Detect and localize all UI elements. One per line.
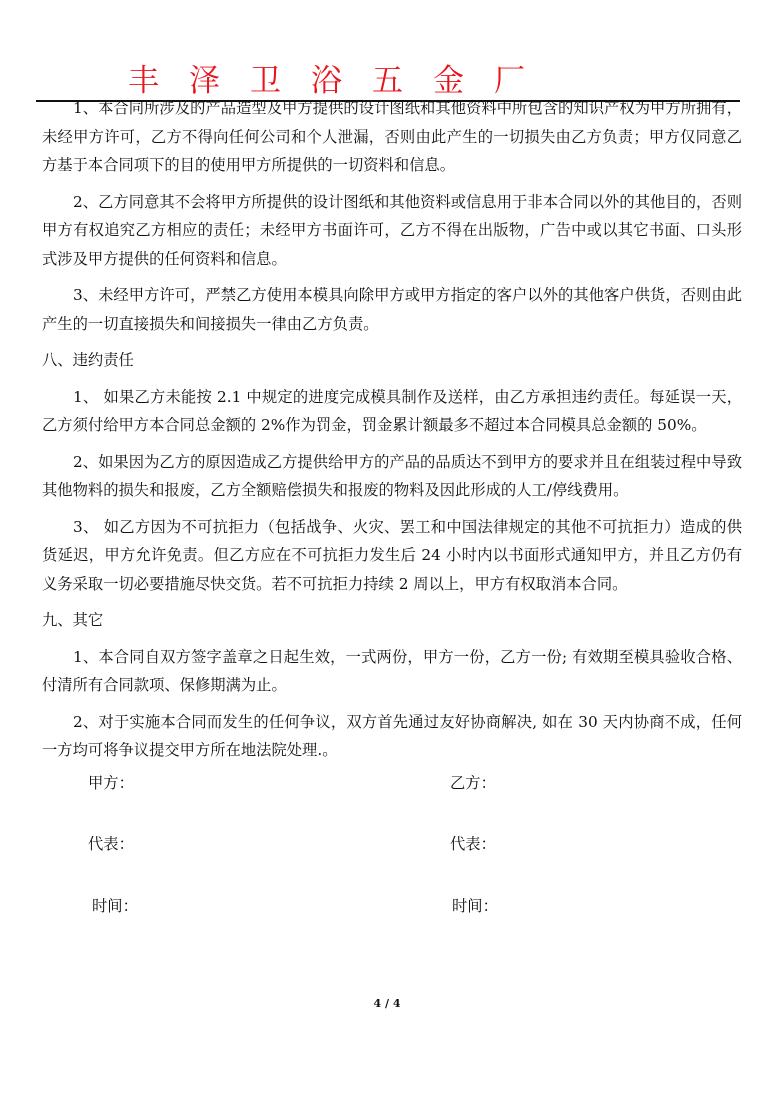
- section-heading-breach: 八、违约责任: [42, 351, 134, 369]
- time-a-label: 时间：: [92, 897, 138, 915]
- ip-clause-1: 1、本合同所涉及的产品造型及甲方提供的设计图纸和其他资料中所包含的知识产权为甲方所拥有，未经甲方许可，乙方不得向任何公司和个人泄漏，否则由此产生的一切损失由乙方负责；甲方仅同意乙方基于本合同项下的目的使用甲方所提供的一切资料和信息。: [42, 99, 742, 174]
- party-b-label: 乙方：: [450, 774, 496, 792]
- section-heading-other: 九、其它: [42, 611, 104, 629]
- ip-clause-2: 2、乙方同意其不会将甲方所提供的设计图纸和其他资料或信息用于非本合同以外的其他目的，否则甲方有权追究乙方相应的责任；未经甲方书面许可，乙方不得在出版物，广告中或以其它书面、口头形式涉及甲方提供的任何资料和信息。: [42, 192, 742, 268]
- other-clause-2: 2、对于实施本合同而发生的任何争议，双方首先通过友好协商解决, 如在 30 天内协商不成，任何一方均可将争议提交甲方所在地法院处理.。: [42, 712, 742, 759]
- party-a-label: 甲方：: [88, 774, 134, 792]
- representative-b-label: 代表：: [450, 835, 496, 853]
- other-clause-1: 1、本合同自双方签字盖章之日起生效，一式两份，甲方一份，乙方一份; 有效期至模具验收合格、付清所有合同款项、保修期满为止。: [42, 647, 742, 694]
- breach-clause-2: 2、如果因为乙方的原因造成乙方提供给甲方的产品的品质达不到甲方的要求并且在组装过程中导致其他物料的损失和报废，乙方全额赔偿损失和报废的物料及因此形成的人工/停线费用。: [42, 452, 742, 499]
- representative-a-label: 代表：: [88, 835, 134, 853]
- breach-clause-3: 3、 如乙方因为不可抗拒力（包括战争、火灾、罢工和中国法律规定的其他不可抗拒力）造成的供货延迟，甲方允许免责。但乙方应在不可抗拒力发生后 24 小时内以书面形式通知甲方，并且乙方仍有义务采取一切必要措施尽快交货。若不可抗拒力持续 2 周以上，甲方有权取消本合同。: [42, 517, 742, 593]
- company-title: 丰泽卫浴五金厂: [128, 63, 555, 99]
- page-number: 4 / 4: [373, 997, 401, 1010]
- contract-body: [42, 94, 742, 773]
- breach-clause-1: 1、 如果乙方未能按 2.1 中规定的进度完成模具制作及送样，由乙方承担违约责任。每延误一天，乙方须付给甲方本合同总金额的 2%作为罚金，罚金累计额最多不超过本合同模具总金额的 50%。: [42, 387, 742, 434]
- time-b-label: 时间：: [452, 897, 498, 915]
- ip-clause-3: 3、未经甲方许可，严禁乙方使用本模具向除甲方或甲方指定的客户以外的其他客户供货，否则由此产生的一切直接损失和间接损失一律由乙方负责。: [42, 286, 742, 333]
